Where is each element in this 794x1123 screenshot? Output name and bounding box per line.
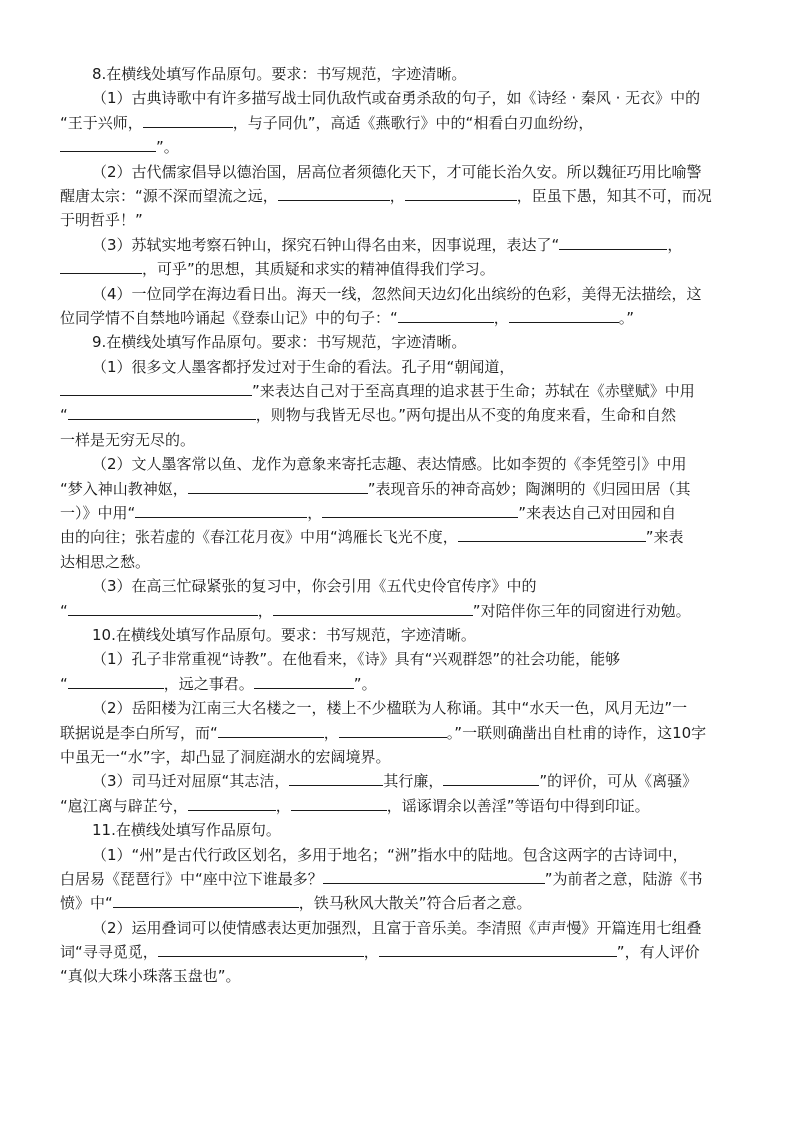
text-segment: （3）在高三忙碌紧张的复习中，你会引用《五代史伶官传序》中的 bbox=[92, 577, 537, 596]
answer-blank[interactable] bbox=[188, 478, 368, 494]
question-heading bbox=[60, 818, 736, 842]
text-segment: “真似大珠小珠落玉盘也”。 bbox=[60, 967, 241, 986]
text-segment: “ bbox=[60, 674, 68, 693]
text-segment: 由的向往；张若虚的《春江花月夜》中用“鸿雁长飞光不度， bbox=[60, 528, 458, 547]
text-segment: ”。 bbox=[156, 138, 179, 157]
text-line bbox=[60, 403, 736, 427]
text-line bbox=[60, 647, 736, 671]
text-line bbox=[60, 257, 736, 281]
answer-blank[interactable] bbox=[291, 795, 387, 811]
text-segment: ， bbox=[257, 601, 273, 620]
text-line bbox=[60, 111, 736, 135]
text-line bbox=[60, 794, 736, 818]
text-segment: （2）运用叠词可以使情感表达更加强烈，且富于音乐美。李清照《声声慢》开篇连用七组叠 bbox=[92, 918, 702, 937]
text-segment: （1）古典诗歌中有许多描写战士同仇敌忾或奋勇杀敌的句子，如《诗经 · 秦风 · 无衣》中的 bbox=[92, 89, 701, 108]
text-segment: ，铁马秋风大散关”符合后者之意。 bbox=[298, 894, 532, 913]
text-line bbox=[60, 696, 736, 720]
text-segment: ， bbox=[307, 504, 323, 523]
text-segment: ，与子同仇”，高适《燕歌行》中的“相看白刃血纷纷， bbox=[232, 113, 594, 132]
text-segment: ”来表达自己对于至高真理的追求甚于生命；苏轼在《赤壁赋》中用 bbox=[252, 382, 695, 401]
text-segment: ， bbox=[363, 943, 379, 962]
answer-blank[interactable] bbox=[443, 770, 539, 786]
text-line bbox=[60, 867, 736, 891]
text-segment: ”为前者之意，陆游《书 bbox=[544, 869, 703, 888]
answer-blank[interactable] bbox=[218, 722, 324, 738]
text-segment: “王于兴师， bbox=[60, 113, 143, 132]
document-page bbox=[60, 62, 736, 989]
text-segment: ， bbox=[493, 308, 509, 327]
answer-blank[interactable] bbox=[254, 673, 354, 689]
text-segment: 位同学情不自禁地吟诵起《登泰山记》中的句子：“ bbox=[60, 308, 398, 327]
text-segment: ，谣诼谓余以善淫”等语句中得到印证。 bbox=[386, 796, 650, 815]
text-segment: 词“寻寻觅觅， bbox=[60, 943, 158, 962]
text-segment: 9.在横线处填写作品原句。要求：书写规范，字迹清晰。 bbox=[92, 333, 467, 352]
text-segment: ，则物与我皆无尽也。”两句提出从不变的角度来看，生命和自然 bbox=[255, 406, 677, 425]
text-line bbox=[60, 184, 736, 208]
answer-blank[interactable] bbox=[60, 380, 252, 396]
text-line bbox=[60, 160, 736, 184]
text-segment: ”的评价，可从《离骚》 bbox=[539, 772, 698, 791]
text-line bbox=[60, 208, 736, 232]
text-line bbox=[60, 452, 736, 476]
text-segment: 达相思之愁。 bbox=[60, 552, 151, 571]
text-line bbox=[60, 721, 736, 745]
text-segment: 10.在横线处填写作品原句。要求：书写规范，字迹清晰。 bbox=[92, 625, 476, 644]
answer-blank[interactable] bbox=[135, 502, 307, 518]
text-line bbox=[60, 891, 736, 915]
text-segment: 于明哲乎！” bbox=[60, 211, 143, 230]
text-segment: （1）孔子非常重视“诗教”。在他看来，《诗》具有“兴观群怨”的社会功能，能够 bbox=[92, 650, 621, 669]
text-line bbox=[60, 574, 736, 598]
text-line bbox=[60, 233, 736, 257]
text-segment: 一样是无穷无尽的。 bbox=[60, 430, 196, 449]
text-segment: 8.在横线处填写作品原句。要求：书写规范，字迹清晰。 bbox=[92, 65, 467, 83]
text-segment: ”来表达自己对田园和自 bbox=[518, 504, 677, 523]
text-segment: （2）文人墨客常以鱼、龙作为意象来寄托志趣、表达情感。比如李贺的《李凭箜引》中用 bbox=[92, 455, 687, 474]
answer-blank[interactable] bbox=[68, 673, 164, 689]
answer-blank[interactable] bbox=[188, 795, 276, 811]
answer-blank[interactable] bbox=[323, 868, 545, 884]
text-segment: （3）苏轼实地考察石钟山，探究石钟山得名由来，因事说理，表达了“ bbox=[92, 235, 560, 254]
text-segment: （2）古代儒家倡导以德治国，居高位者须德化天下，才可能长治久安。所以魏征巧用比喻警 bbox=[92, 162, 702, 181]
text-line bbox=[60, 769, 736, 793]
text-line bbox=[60, 428, 736, 452]
text-segment: ，可乎”的思想，其质疑和求实的精神值得我们学习。 bbox=[142, 260, 495, 279]
text-line bbox=[60, 599, 736, 623]
text-segment: ，臣虽下愚，知其不可，而况 bbox=[516, 186, 712, 205]
text-segment: （4）一位同学在海边看日出。海天一线，忽然间天边幻化出缤纷的色彩，美得无法描绘，这 bbox=[92, 284, 702, 303]
text-line bbox=[60, 550, 736, 574]
text-line bbox=[60, 843, 736, 867]
text-segment: ”。 bbox=[353, 674, 377, 693]
text-segment: 愤》中“ bbox=[60, 894, 113, 913]
text-line bbox=[60, 745, 736, 769]
answer-blank[interactable] bbox=[273, 600, 473, 616]
text-segment: “梦入神山教神妪， bbox=[60, 479, 188, 498]
text-segment: “ bbox=[60, 601, 68, 620]
text-segment: ， bbox=[389, 186, 405, 205]
text-segment: 一）》中用“ bbox=[60, 504, 136, 523]
text-line bbox=[60, 135, 736, 159]
answer-blank[interactable] bbox=[113, 892, 299, 908]
answer-blank[interactable] bbox=[458, 526, 646, 542]
answer-blank[interactable] bbox=[559, 234, 667, 250]
text-segment: （3）司马迁对屈原“其志洁， bbox=[92, 772, 290, 791]
text-segment: ， bbox=[275, 796, 291, 815]
text-line bbox=[60, 477, 736, 501]
answer-blank[interactable] bbox=[278, 185, 390, 201]
question-heading bbox=[60, 330, 736, 354]
text-segment: ”表现音乐的神奇高妙；陶渊明的《归园田居（其 bbox=[367, 479, 691, 498]
text-segment: “扈江离与辟芷兮， bbox=[60, 796, 188, 815]
question-heading bbox=[60, 623, 736, 647]
answer-blank[interactable] bbox=[143, 112, 233, 128]
answer-blank[interactable] bbox=[509, 307, 619, 323]
answer-blank[interactable] bbox=[379, 941, 617, 957]
answer-blank[interactable] bbox=[322, 502, 518, 518]
text-segment: （1）“州”是古代行政区划名，多用于地名；“洲”指水中的陆地。包含这两字的古诗词中， bbox=[92, 845, 688, 864]
answer-blank[interactable] bbox=[339, 722, 447, 738]
answer-blank[interactable] bbox=[68, 600, 258, 616]
answer-blank[interactable] bbox=[158, 941, 364, 957]
text-line bbox=[60, 525, 736, 549]
text-line bbox=[60, 282, 736, 306]
text-segment: ，远之事君。 bbox=[163, 674, 254, 693]
text-line bbox=[60, 355, 736, 379]
text-segment: “ bbox=[60, 406, 68, 425]
text-segment: ， bbox=[323, 723, 339, 742]
text-segment: ”，有人评价 bbox=[616, 943, 700, 962]
text-segment: 醒唐太宗：“源不深而望流之远， bbox=[60, 186, 278, 205]
answer-blank[interactable] bbox=[60, 258, 142, 274]
answer-blank[interactable] bbox=[398, 307, 494, 323]
text-segment: 联据说是李白所写，而“ bbox=[60, 723, 218, 742]
text-line bbox=[60, 964, 736, 988]
text-line bbox=[60, 306, 736, 330]
text-segment: 中虽无一“水”字，却凸显了洞庭湖水的宏阔境界。 bbox=[60, 747, 391, 766]
text-segment: 。”一联则确凿出自杜甫的诗作，这10字 bbox=[446, 723, 707, 742]
answer-blank[interactable] bbox=[60, 136, 156, 152]
text-segment: （2）岳阳楼为江南三大名楼之一，楼上不少楹联为人称诵。其中“水天一色，风月无边”一 bbox=[92, 699, 688, 718]
answer-blank[interactable] bbox=[68, 404, 256, 420]
text-segment: 其行廉， bbox=[383, 772, 444, 791]
answer-blank[interactable] bbox=[289, 770, 383, 786]
text-segment: （1）很多文人墨客都抒发过对于生命的看法。孔子用“朝闻道， bbox=[92, 357, 515, 376]
text-segment: 白居易《琵琶行》中“座中泣下谁最多？ bbox=[60, 869, 323, 888]
text-line bbox=[60, 379, 736, 403]
text-segment: ”对陪伴你三年的同窗进行劝勉。 bbox=[472, 601, 691, 620]
text-line bbox=[60, 501, 736, 525]
text-line bbox=[60, 940, 736, 964]
text-segment: ， bbox=[667, 235, 683, 254]
text-segment: ”来表 bbox=[645, 528, 684, 547]
text-segment: 。” bbox=[618, 308, 635, 327]
text-line bbox=[60, 672, 736, 696]
text-line bbox=[60, 916, 736, 940]
answer-blank[interactable] bbox=[405, 185, 517, 201]
text-segment: 11.在横线处填写作品原句。 bbox=[92, 821, 281, 840]
text-line bbox=[60, 86, 736, 110]
question-heading bbox=[60, 62, 736, 86]
